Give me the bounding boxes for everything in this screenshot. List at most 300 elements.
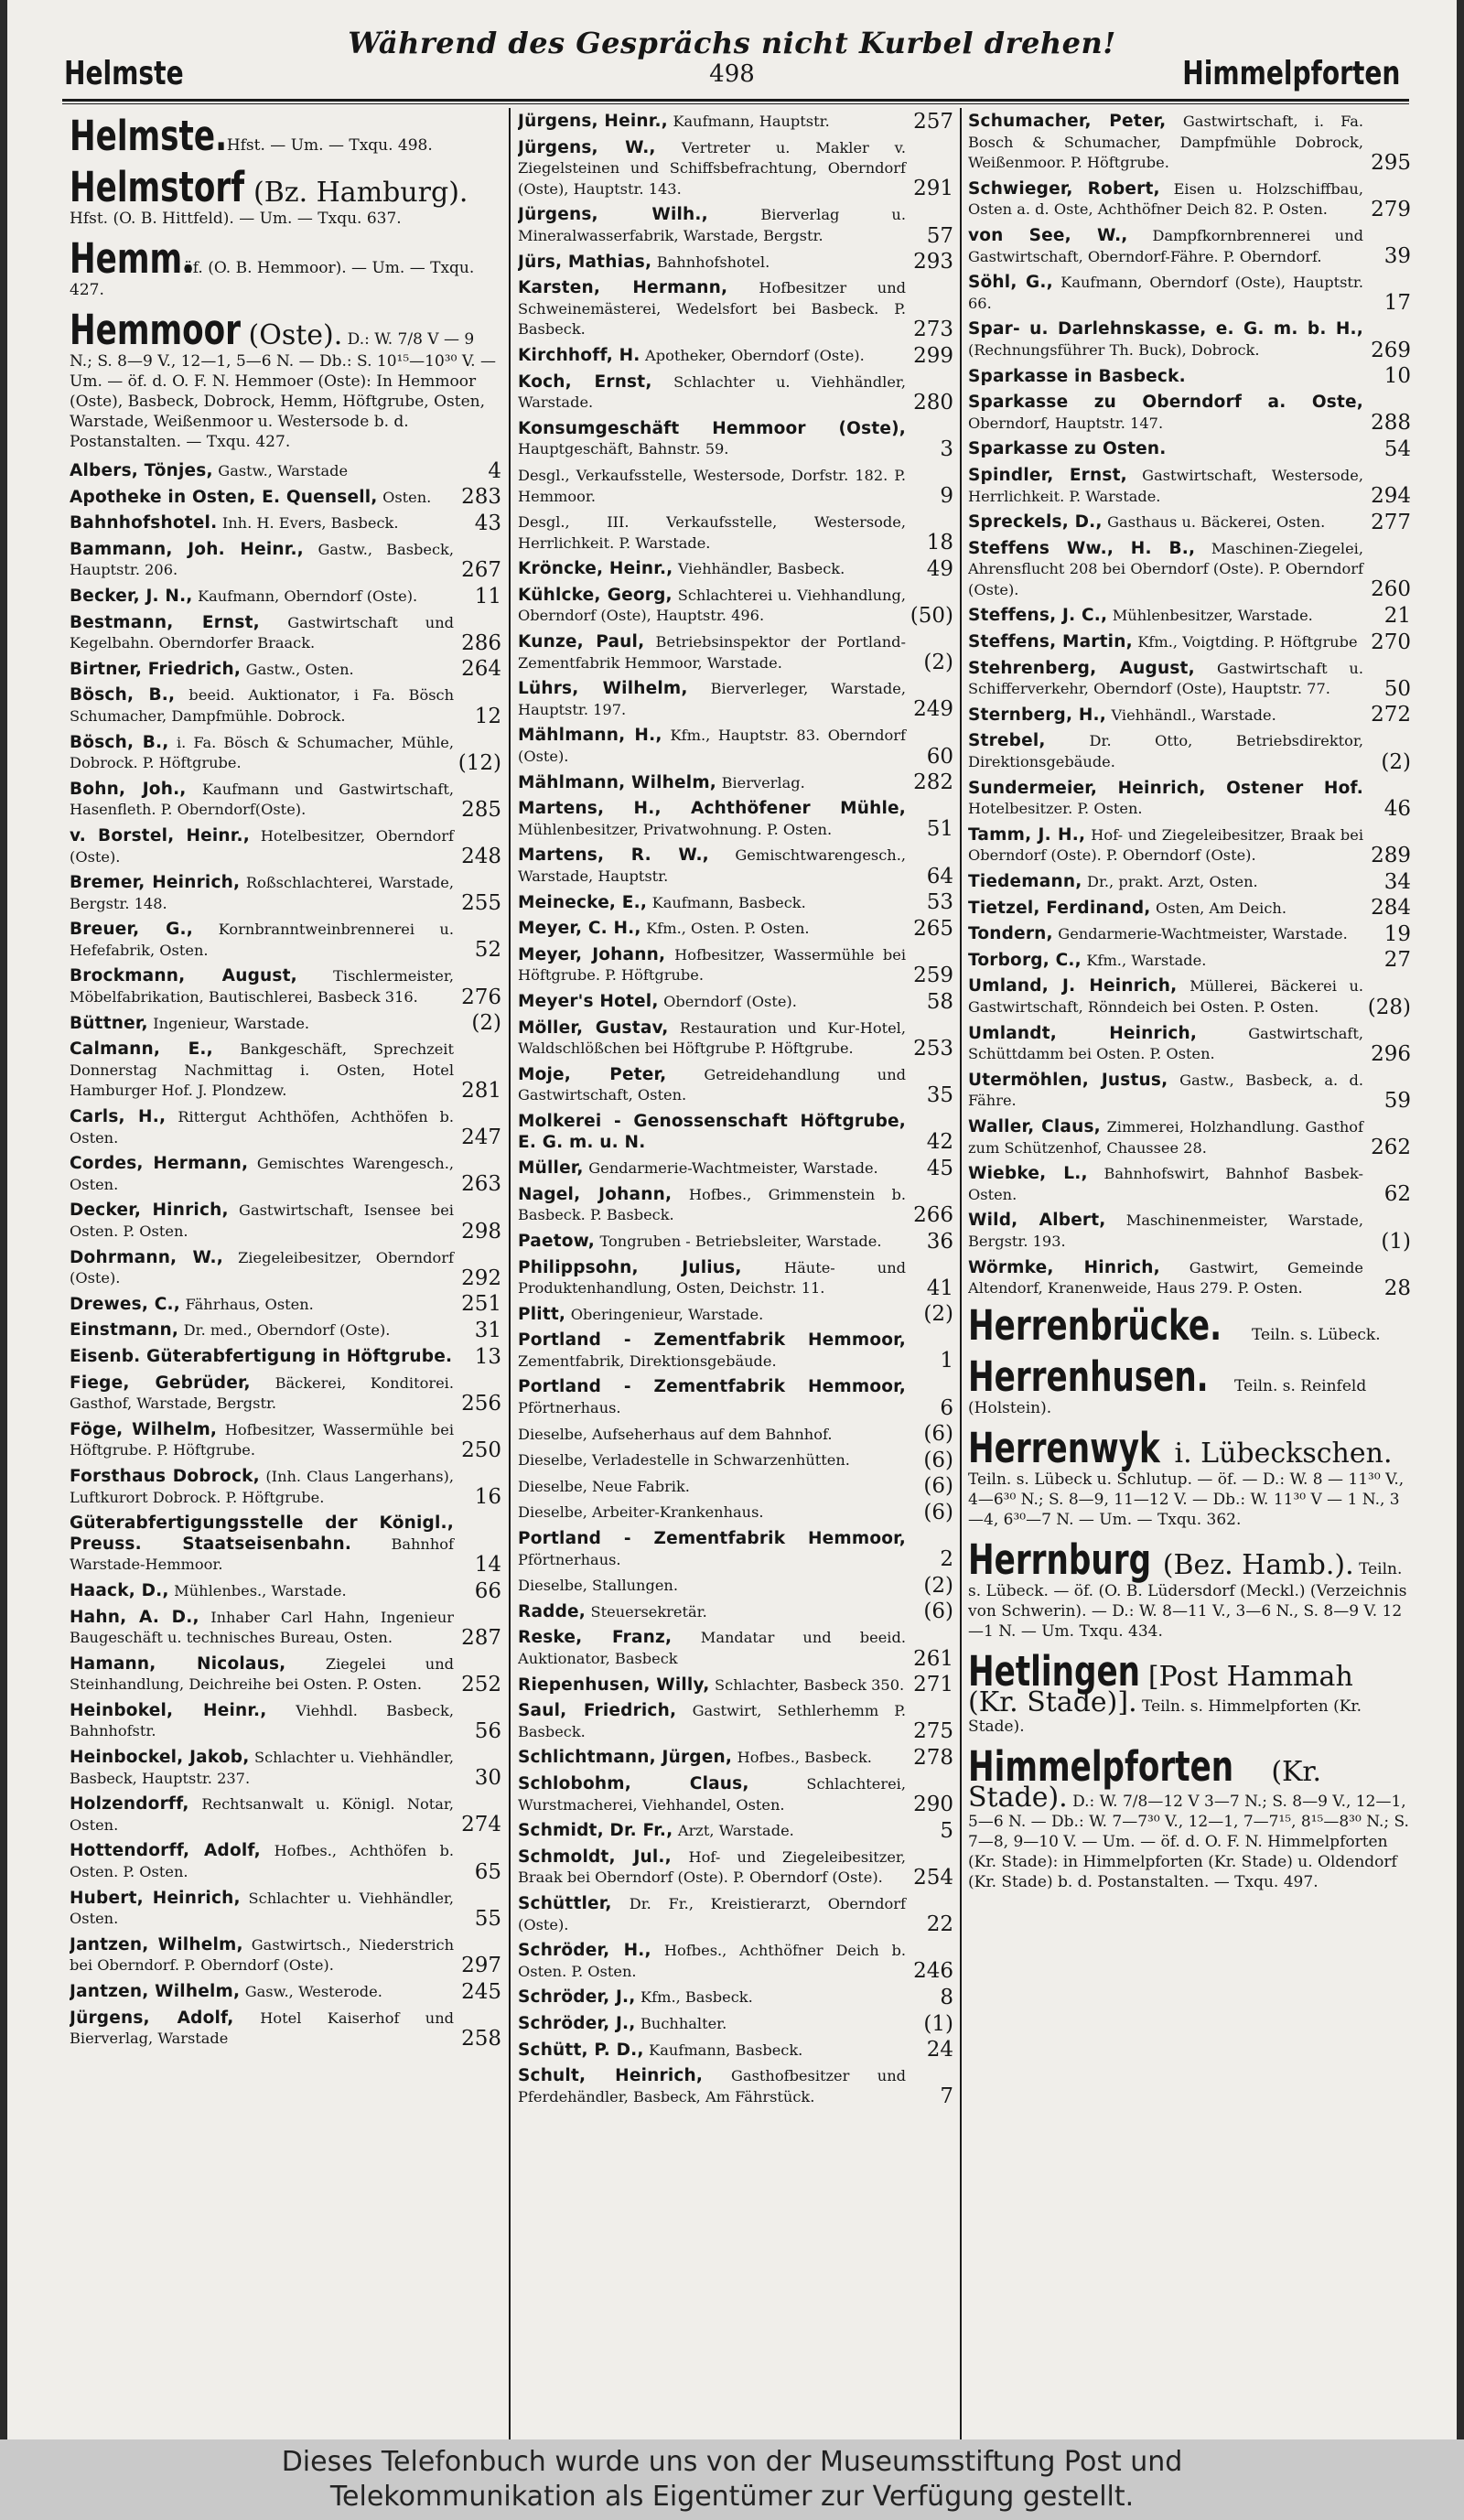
listing-entry xyxy=(518,1941,953,1982)
listing-entry xyxy=(968,1211,1411,1252)
listing-name: v. Borstel, Heinr., xyxy=(70,825,250,845)
listing-detail: Hotel Kaiserhof und Bierverlag, Warstade xyxy=(70,2008,455,2048)
phone-number: 272 xyxy=(1371,703,1411,727)
phone-number: 277 xyxy=(1371,510,1411,534)
phone-number: 252 xyxy=(461,1672,501,1696)
listing-entry xyxy=(518,1065,953,1106)
listing-detail: (Inh. Claus Langerhans), Luftkurort Dobrock. P. Höftgrube. xyxy=(70,1467,454,1506)
phone-number: 247 xyxy=(461,1125,501,1150)
place-heading xyxy=(70,163,501,229)
phone-number: 22 xyxy=(926,1912,953,1937)
phone-number: 7 xyxy=(940,2084,953,2109)
listing-detail: Betriebsinspektor der Portland-Zementfabrik Hemmoor, Warstade. xyxy=(518,633,907,672)
listing-name: Bremer, Heinrich, xyxy=(70,873,241,893)
phone-number: 49 xyxy=(926,556,953,581)
listing-name: Forsthaus Dobrock, xyxy=(70,1466,260,1486)
listing-name: Paetow, xyxy=(518,1231,595,1251)
listing-entry xyxy=(518,1987,953,2008)
footer-notice xyxy=(0,2439,1464,2520)
listing-detail: Mühlenbes., Warstade. xyxy=(174,1581,347,1599)
phone-number: 264 xyxy=(461,657,501,682)
listing-detail: Bierverleger, Warstade, Hauptstr. 197. xyxy=(518,680,906,718)
phone-number: 13 xyxy=(474,1344,501,1369)
listing-entry xyxy=(968,179,1411,221)
listing-detail: Schlachter u. Viehhändler, Warstade. xyxy=(518,372,906,412)
phone-number: (2) xyxy=(923,1573,953,1598)
listing-entry xyxy=(968,606,1411,627)
phone-number: 57 xyxy=(926,223,953,248)
listing-name: Meyer, Johann, xyxy=(518,944,666,964)
phone-number: 249 xyxy=(913,697,953,722)
listing-name: Heinbockel, Jakob, xyxy=(70,1748,250,1768)
listing-entry xyxy=(518,799,953,840)
listing-entry xyxy=(518,2011,953,2036)
phone-number: 51 xyxy=(926,817,953,842)
listing-name: Jürgens, Adolf, xyxy=(70,2008,234,2028)
place-heading xyxy=(968,1741,1411,1892)
column-divider xyxy=(509,108,511,2439)
listing-name: Moje, Peter, xyxy=(518,1064,667,1084)
phone-number: 4 xyxy=(488,458,501,483)
place-name: Herrnburg xyxy=(968,1535,1152,1584)
listing-name: Utermöhlen, Justus, xyxy=(968,1070,1168,1090)
listing-detail: i. Fa. Bösch & Schumacher, Mühle, Dobrock. P. Höftgrube. xyxy=(70,733,455,772)
phone-number: 295 xyxy=(1371,150,1411,175)
listing-name: Meyer, C. H., xyxy=(518,919,641,939)
listing-entry xyxy=(518,343,953,368)
phone-number: (2) xyxy=(923,1302,953,1327)
listing-entry xyxy=(70,1701,501,1742)
phone-number: 281 xyxy=(461,1079,501,1104)
listing-detail: Viehhändler, Basbeck. xyxy=(677,560,845,578)
listing-name: Bestmann, Ernst, xyxy=(70,612,260,632)
listing-detail: Hofbesitzer, Wassermühle bei Höftgrube. P. Höftgrube. xyxy=(70,1420,454,1459)
place-name: Hemm. xyxy=(70,234,195,283)
phone-number: (1) xyxy=(1381,1229,1411,1254)
listing-name: Eisenb. Güterabfertigung in Höftgrube. xyxy=(70,1346,453,1366)
listing-detail: Hof- und Ziegeleibesitzer, Braak bei Oberndorf (Oste). P. Oberndorf (Oste). xyxy=(518,1847,907,1887)
listing-entry xyxy=(70,1889,501,1930)
listing-name: Jürs, Mathias, xyxy=(518,252,652,272)
listing-entry xyxy=(968,319,1411,361)
listing-detail: Kfm., Hauptstr. 83. Oberndorf (Oste). xyxy=(518,727,906,766)
listing-name: Büttner, xyxy=(70,1013,148,1033)
listing-entry xyxy=(518,890,953,915)
listing-entry xyxy=(518,1112,953,1153)
listing-entry xyxy=(518,2038,953,2062)
listing-name: Stehrenberg, August, xyxy=(968,658,1195,678)
listing-entry xyxy=(518,556,953,581)
place-subtitle: (Bez. Hamb.). xyxy=(1154,1548,1354,1581)
listing-name: Sternberg, H., xyxy=(968,705,1106,725)
listing-entry xyxy=(70,873,501,914)
listing-detail: Hofbesitzer und Schweinemästerei, Wedelsfort bei Basbeck. P. Basbeck. xyxy=(518,279,907,339)
phone-number: 263 xyxy=(461,1172,501,1197)
phone-number: 27 xyxy=(1383,948,1411,973)
listing-detail: Schlachter u. Viehhändler, Basbeck, Hauptstr. 237. xyxy=(70,1749,454,1787)
phone-number: (28) xyxy=(1367,995,1411,1019)
listing-entry xyxy=(968,779,1411,820)
listing-detail: Bäckerei, Konditorei. Gasthof, Warstade, Bergstr. xyxy=(70,1373,454,1413)
listing-detail: Gastw., Basbeck, a. d. Fähre. xyxy=(968,1071,1364,1110)
listing-entry xyxy=(518,632,953,673)
listing-detail: Dr. med., Oberndorf (Oste). xyxy=(183,1321,391,1340)
phone-number: 259 xyxy=(913,963,953,987)
listing-detail: Maschinen-Ziegelei, Ahrensflucht 208 bei Oberndorf (Oste). P. Oberndorf (Oste). xyxy=(968,539,1363,598)
phone-number: 274 xyxy=(461,1813,501,1837)
phone-number: 45 xyxy=(926,1156,953,1180)
listing-name: Bammann, Joh. Heinr., xyxy=(70,539,304,559)
listing-detail: Kaufmann und Gastwirtschaft, Hasenfleth. P. Oberndorf(Oste). xyxy=(70,780,455,819)
place-info: Teiln. s. Himmelpforten (Kr. Stade). xyxy=(968,1696,1362,1736)
listing-detail: Vertreter u. Makler v. Ziegelsteinen und Schiffsbefrachtung, Oberndorf (Oste), Hauptstr. 143. xyxy=(518,138,906,198)
place-info: D.: W. 7/8—12 V 3—7 N.; S. 8—9 V., 12—1, 5—6 N. — Db.: W. 7—7³⁰ V., 12—1, 7—7¹⁵, 8¹⁵—8³⁰ N.; S. 7—8, 9—10 V. — Um. — öf. d. O. F. N. Himmelpforten (Kr. Stade): in Himmelpforten (Kr. Stade) u. Oldendorf (Kr. Stade) b. d. Postanstalten. — Txqu. 497. xyxy=(968,1792,1409,1891)
listing-entry xyxy=(518,1474,953,1499)
listing-name: Söhl, G., xyxy=(968,273,1053,293)
listing-detail: Gastwirtsch., Niederstrich bei Oberndorf. P. Oberndorf (Oste). xyxy=(70,1935,454,1975)
listing-entry xyxy=(518,1018,953,1060)
listing-name: Wild, Albert, xyxy=(968,1211,1106,1231)
phone-number: 273 xyxy=(913,317,953,341)
listing-entry xyxy=(968,466,1411,507)
listing-detail: Restauration und Kur-Hotel, Waldschlößchen bei Höftgrube P. Höftgrube. xyxy=(518,1018,907,1058)
listing-detail: Kaufmann, Basbeck. xyxy=(651,893,806,911)
listing-entry xyxy=(70,1608,501,1649)
listing-name: Portland - Zementfabrik Hemmoor, xyxy=(518,1377,906,1397)
listing-name: Kunze, Paul, xyxy=(518,632,645,652)
listing-entry xyxy=(518,1258,953,1299)
listing-name: Kröncke, Heinr., xyxy=(518,559,673,579)
phone-number: 52 xyxy=(474,938,501,963)
listing-detail: Kaufmann, Hauptstr. xyxy=(673,113,830,130)
listing-detail: Dr. Otto, Betriebsdirektor, Direktionsgebäude. xyxy=(968,732,1364,771)
listing-entry xyxy=(518,845,953,887)
listing-detail: Arzt, Warstade. xyxy=(677,1822,794,1840)
place-info: Teiln. s. Lübeck u. Schlutup. — öf. — D.: W. 8 — 11³⁰ V., 4—6³⁰ N.; S. 8—9, 11—12 V. — Db.: W. 11³⁰ V — 1 N., 3—4, 6³⁰—7 N. — Um. — Txqu. 362. xyxy=(968,1470,1405,1529)
listing-name: Torborg, C., xyxy=(968,950,1082,970)
listing-detail: Zimmerei, Holzhandlung. Gasthof zum Schützenhof, Chaussee 28. xyxy=(968,1117,1363,1157)
listing-name: Nagel, Johann, xyxy=(518,1184,673,1204)
listing-entry xyxy=(70,1467,501,1508)
phone-number: 256 xyxy=(461,1391,501,1416)
listing-detail: Schlachter u. Viehhändler, Osten. xyxy=(70,1889,454,1928)
place-heading xyxy=(968,1352,1411,1418)
listing-detail: Hotelbesitzer. P. Osten. xyxy=(968,800,1143,818)
phone-number: 289 xyxy=(1371,844,1411,867)
listing-name: Schütt, P. D., xyxy=(518,2040,644,2060)
listing-entry xyxy=(518,1377,953,1418)
listing-name: Bahnhofshotel. xyxy=(70,513,218,533)
listing-entry xyxy=(70,1513,501,1576)
listing-entry xyxy=(518,1701,953,1742)
phone-number: 266 xyxy=(913,1202,953,1227)
listing-name: Tamm, J. H., xyxy=(968,824,1086,845)
listing-name: Albers, Tönjes, xyxy=(70,461,213,480)
phone-number: 271 xyxy=(913,1673,953,1697)
listing-entry xyxy=(518,1745,953,1770)
listing-detail: Gasw., Westerode. xyxy=(244,1983,382,2000)
listing-detail: Gendarmerie-Wachtmeister, Warstade. xyxy=(588,1159,878,1178)
listing-name: Schmoldt, Jul., xyxy=(518,1847,672,1867)
phone-number: 269 xyxy=(1371,338,1411,362)
listing-entry xyxy=(70,966,501,1007)
listing-detail: Kfm., Warstade. xyxy=(1086,951,1207,969)
listing-entry xyxy=(968,976,1411,1018)
listing-entry xyxy=(968,632,1411,653)
listing-name: Jürgens, Wilh., xyxy=(518,205,708,225)
phone-number: (6) xyxy=(923,1501,953,1525)
listing-detail: Kornbranntweinbrennerei u. Hefefabrik, Osten. xyxy=(70,921,454,959)
listing-name: Sparkasse in Basbeck. xyxy=(968,366,1186,386)
listing-name: Schmidt, Dr. Fr., xyxy=(518,1821,673,1841)
footer-line-1: Dieses Telefonbuch wurde uns von der Museumsstiftung Post und xyxy=(281,2446,1183,2478)
listing-name: Tiedemann, xyxy=(968,872,1082,891)
listing-name: Koch, Ernst, xyxy=(518,372,652,392)
phone-number: 18 xyxy=(926,531,953,555)
place-info: Teiln. s. Lübeck. — öf. (O. B. Lüdersdorf (Meckl.) (Verzeichnis von Schwerin). — D.: W. 8—11 V., 3—6 N., S. 8—9 V. 12—1 N. — Um. Txqu. 434. xyxy=(968,1559,1407,1641)
listing-entry xyxy=(968,112,1411,174)
listing-entry xyxy=(70,1248,501,1289)
phone-number: 65 xyxy=(474,1859,501,1884)
phone-number: 42 xyxy=(926,1130,953,1155)
phone-number: (1) xyxy=(923,2011,953,2036)
phone-number: 24 xyxy=(926,2038,953,2062)
listing-entry xyxy=(70,657,501,682)
phone-number: 43 xyxy=(474,511,501,535)
listing-name: Reske, Franz, xyxy=(518,1628,673,1648)
listing-entry xyxy=(70,1320,501,1341)
phone-number: (12) xyxy=(458,750,501,775)
listing-detail: Bahnhof Warstade-Hemmoor. xyxy=(70,1535,454,1574)
listing-name: Schult, Heinrich, xyxy=(518,2066,704,2086)
listing-entry xyxy=(518,586,953,627)
listing-entry xyxy=(518,1450,953,1471)
listing-name: Müller, xyxy=(518,1158,584,1179)
listing-entry xyxy=(70,1011,501,1036)
column-1 xyxy=(70,112,501,2436)
listing-name: Steffens Ww., H. B., xyxy=(968,538,1196,558)
listing-name: Molkerei - Genossenschaft Höftgrube, E. G. m. u. N. xyxy=(518,1111,906,1152)
phone-number: 58 xyxy=(926,989,953,1014)
listing-name: Apotheke in Osten, E. Quensell, xyxy=(70,487,378,507)
listing-detail: (Rechnungsführer Th. Buck), Dobrock. xyxy=(968,340,1260,359)
listing-name: Bohn, Joh., xyxy=(70,779,187,799)
listing-name: Schlobohm, Claus, xyxy=(518,1773,749,1793)
listing-entry xyxy=(968,896,1411,921)
listing-name: Meinecke, E., xyxy=(518,892,648,912)
listing-detail: Gastw., Warstade xyxy=(218,462,349,479)
listing-entry xyxy=(518,250,953,275)
listing-detail: Ziegeleibesitzer, Oberndorf (Oste). xyxy=(70,1248,454,1287)
footer-line-2: Telekommunikation als Eigentümer zur Verfügung gestellt. xyxy=(329,2481,1135,2513)
listing-entry xyxy=(968,1164,1411,1205)
listing-entry xyxy=(518,1229,953,1254)
listing-entry xyxy=(70,1201,501,1242)
listing-entry xyxy=(70,513,501,534)
listing-name: Kirchhoff, H. xyxy=(518,345,640,365)
listing-detail: Bahnhofswirt, Bahnhof Basbek-Osten. xyxy=(968,1165,1363,1203)
phone-number: 255 xyxy=(461,891,501,916)
listing-name: Steffens, Martin, xyxy=(968,632,1133,652)
phone-number: 275 xyxy=(913,1719,953,1744)
place-subtitle: i. Lübeckschen. xyxy=(1165,1437,1393,1470)
listing-name: Umlandt, Heinrich, xyxy=(968,1023,1198,1043)
phone-number: 36 xyxy=(926,1229,953,1254)
phone-number: 6 xyxy=(940,1395,953,1420)
phone-number: 251 xyxy=(461,1292,501,1317)
listing-detail: Pförtnerhaus. xyxy=(518,1399,621,1417)
phone-number: 14 xyxy=(474,1552,501,1577)
listing-detail: Bahnhofshotel. xyxy=(656,253,770,271)
listing-name: Einstmann, xyxy=(70,1320,179,1341)
phone-number: 3 xyxy=(940,436,953,461)
listing-detail: Gastwirt, Sethlerhemm P. Basbeck. xyxy=(518,1702,907,1740)
listing-detail: Bankgeschäft, Sprechzeit Donnerstag Nachmittag i. Osten, Hotel Hamburger Hof. J. Plondzew. xyxy=(70,1040,454,1100)
listing-detail: Oberndorf, Hauptstr. 147. xyxy=(968,414,1164,432)
listing-name: Jantzen, Wilhelm, xyxy=(70,1982,241,2001)
phone-number: 46 xyxy=(1383,796,1411,821)
listing-entry xyxy=(70,540,501,581)
listing-name: Steffens, J. C., xyxy=(968,606,1108,626)
listing-entry xyxy=(70,1578,501,1603)
listing-entry xyxy=(968,539,1411,601)
listing-entry xyxy=(518,1894,953,1935)
place-name: Herrenwyk xyxy=(968,1423,1160,1472)
listing-entry xyxy=(968,273,1411,314)
listing-entry xyxy=(518,138,953,200)
listing-entry xyxy=(518,945,953,986)
listing-entry xyxy=(518,1185,953,1226)
listing-entry xyxy=(518,726,953,767)
listing-detail: Dieselbe, Neue Fabrik. xyxy=(518,1477,690,1495)
phone-number: 265 xyxy=(913,916,953,941)
listing-entry xyxy=(518,770,953,795)
listing-name: Mählmann, Wilhelm, xyxy=(518,772,717,792)
phone-number: 276 xyxy=(461,985,501,1009)
page-number: 498 xyxy=(709,60,755,88)
listing-detail: Hauptgeschäft, Bahnstr. 59. xyxy=(518,440,729,458)
listing-name: Hottendorff, Adolf, xyxy=(70,1841,261,1861)
listing-detail: Dr., prakt. Arzt, Osten. xyxy=(1086,873,1258,890)
place-name: Herrenbrücke. xyxy=(968,1300,1222,1350)
listing-entry xyxy=(968,512,1411,533)
listing-name: Becker, J. N., xyxy=(70,586,193,606)
phone-number: 19 xyxy=(1383,921,1411,946)
phone-number: 30 xyxy=(474,1766,501,1791)
listing-entry xyxy=(70,920,501,961)
listing-detail: Gastwirtschaft, i. Fa. Bosch & Schumacher, Dampfmühle Dobrock, Weißenmoor. P. Höftgrube. xyxy=(968,113,1363,172)
listing-name: Schlichtmann, Jürgen, xyxy=(518,1748,733,1768)
place-heading xyxy=(968,1646,1411,1737)
listing-entry xyxy=(968,436,1411,461)
listing-detail: Hofbesitzer, Wassermühle bei Höftgrube. P. Höftgrube. xyxy=(518,945,906,985)
listing-entry xyxy=(968,1117,1411,1158)
listing-detail: Inhaber Carl Hahn, Ingenieur Baugeschäft u. technisches Bureau, Osten. xyxy=(70,1608,454,1647)
listing-entry xyxy=(70,1292,501,1317)
listing-name: Haack, D., xyxy=(70,1580,169,1600)
phone-number: 288 xyxy=(1371,411,1411,436)
listing-detail: Gastwirtschaft und Kegelbahn. Oberndorfer Braack. xyxy=(70,613,454,652)
listing-entry xyxy=(70,1420,501,1461)
listing-detail: Hofbes., Achthöfner Deich b. Osten. P. Osten. xyxy=(518,1942,906,1980)
listing-entry xyxy=(70,584,501,608)
phone-number: 17 xyxy=(1383,291,1411,316)
listing-name: Sparkasse zu Osten. xyxy=(968,439,1167,459)
listing-name: Tietzel, Ferdinand, xyxy=(968,898,1151,918)
phone-number: 282 xyxy=(913,770,953,795)
place-name: Hetlingen xyxy=(968,1646,1140,1696)
listing-detail: Gastwirtschaft, Westersode, Herrlichkeit. P. Warstade. xyxy=(968,466,1363,505)
listing-entry xyxy=(968,869,1411,894)
listing-name: Meyer's Hotel, xyxy=(518,991,659,1011)
listing-name: Tondern, xyxy=(968,924,1053,944)
listing-detail: Hofbes., Basbeck. xyxy=(737,1749,872,1767)
listing-name: Saul, Friedrich, xyxy=(518,1701,677,1721)
phone-number: 296 xyxy=(1371,1041,1411,1066)
place-heading xyxy=(70,234,501,300)
phone-number: 285 xyxy=(461,797,501,822)
phone-number: 261 xyxy=(913,1646,953,1671)
place-name: Helmste. xyxy=(70,112,228,160)
listing-detail: Hof- und Ziegeleibesitzer, Braak bei Oberndorf (Oste). P. Oberndorf (Oste). xyxy=(968,825,1364,865)
phone-number: 34 xyxy=(1383,869,1411,894)
listing-entry xyxy=(968,921,1411,946)
phone-number: 246 xyxy=(913,1959,953,1984)
phone-number: 278 xyxy=(913,1745,953,1770)
listing-name: Föge, Wilhelm, xyxy=(70,1419,218,1439)
place-name: Helmstorf xyxy=(70,163,245,211)
listing-entry xyxy=(70,780,501,821)
listing-entry xyxy=(968,1258,1411,1299)
listing-entry xyxy=(70,458,501,483)
phone-number: 28 xyxy=(1383,1276,1411,1300)
listing-entry xyxy=(70,1373,501,1415)
listing-name: von See, W., xyxy=(968,225,1128,245)
listing-entry xyxy=(968,705,1411,727)
listing-name: Bösch, B., xyxy=(70,685,176,705)
listing-entry xyxy=(518,1774,953,1815)
listing-entry xyxy=(518,372,953,414)
listing-entry xyxy=(70,1654,501,1696)
listing-entry xyxy=(968,364,1411,389)
listing-detail: Bierverlag. xyxy=(721,773,805,792)
listing-detail: Tongruben - Betriebsleiter, Warstade. xyxy=(599,1232,882,1250)
listing-name: Karsten, Hermann, xyxy=(518,278,728,298)
listing-detail: Roßschlachterei, Warstade, Bergstr. 148. xyxy=(70,874,454,912)
listing-name: Carls, H., xyxy=(70,1107,167,1127)
listing-entry xyxy=(968,659,1411,700)
listing-detail: Dieselbe, Aufseherhaus auf dem Bahnhof. xyxy=(518,1425,833,1443)
listing-name: Holzendorff, xyxy=(70,1794,189,1815)
listing-name: Hahn, A. D., xyxy=(70,1607,199,1627)
listing-entry xyxy=(518,205,953,246)
listing-detail: Buchhalter. xyxy=(640,2014,727,2032)
listing-name: Dohrmann, W., xyxy=(70,1247,224,1267)
listing-name: Kühlcke, Georg, xyxy=(518,585,673,605)
place-name: Himmelpforten xyxy=(968,1741,1234,1791)
scan-edge-right xyxy=(1457,0,1464,2439)
phone-number: 294 xyxy=(1371,484,1411,509)
place-info: Hfst. — Um. — Txqu. 498. xyxy=(226,136,433,155)
listing-entry xyxy=(70,1154,501,1195)
listing-detail: Mandatar und beeid. Auktionator, Basbeck xyxy=(518,1629,906,1667)
listing-detail: Kaufmann, Oberndorf (Oste), Hauptstr. 66. xyxy=(968,274,1363,312)
phone-number: (6) xyxy=(923,1599,953,1624)
listing-entry xyxy=(968,1024,1411,1065)
listing-name: Plitt, xyxy=(518,1304,566,1324)
listing-entry xyxy=(518,278,953,340)
header-rule xyxy=(62,99,1409,102)
